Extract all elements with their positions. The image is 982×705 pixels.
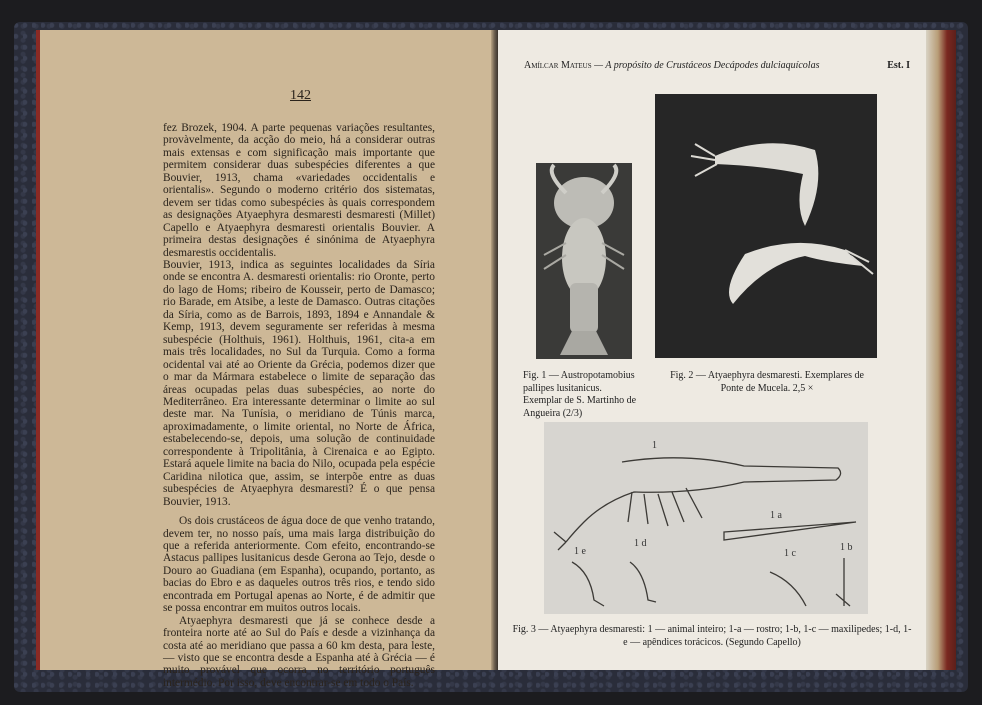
open-book — [36, 30, 956, 689]
paragraph: Bouvier, 1913, indica as seguintes localidades da Síria onde se encontra A. desmaresti orientalis: rio Oronte, perto do lago de Homs; ribeiro de Kousseir, perto de Damasco; rio Barade, em Atsibe, a leste de Damasco. Outras citações da Síria, como as de Barrois, 1893, 1894 e Annandale & Kemp, 1913, devem seguramente ser referidas à mesma subespécie (Holthuis, 1961). Holthuis, 1961, cita-a em mais três localidades, no Sul da Turquia. Como a forma ocidental vai até ao Oriente da Grécia, podemos dizer que o mar da Mármara estabelece o limite de separação das áreas ocupadas pelas duas subespécies, ao norte do Mediterrâneo. Era interessante determinar o limite ao sul deste mar. Na Tunísia, o meridiano de Túnis marca, aproximadamente, o limite oriental, no Norte de África, estabelecendo-se, depois, uma solução de continuidade correspondente à Tripolitânia, à Cirenaica e ao Egipto. Estará aquele limite na bacia do Nilo, ocupada pela espécie Caridina nilotica que, assim, se interpõe entre as duas subespécies de Atyaephyra desmaresti? É o que pensa Bouvier, 1913. — [163, 258, 435, 508]
right-page — [498, 30, 926, 670]
left-page — [40, 30, 498, 689]
fig3-label: 1 e — [574, 546, 586, 557]
fig3-label: 1 b — [840, 542, 853, 553]
paragraph: Atyaephyra desmaresti que já se conhece desde a fronteira norte até ao Sul do País e desde a vizinhança da costa até ao meridiano que passa a 60 km desta, para leste, — visto que se encontra desde a Espanha até à Grécia — é muito provável que ocorra no território português intermédio. Por isso, deve encontrar-se em todo o País. — [163, 614, 435, 689]
paragraph: Os dois crustáceos de água doce de que venho tratando, devem ter, no nosso país, uma mais larga distribuição do que a referida anteriormente. Com efeito, encontrando-se Astacus pallipes lusitanicus desde Gerona ao Tejo, desde o Douro ao Guadiana (em Espanha), ocupando, portanto, as bacias do Ebro e as daqueles outros três rios, e tendo sido encontrada em Portugal apenas ao Norte, é de admitir que se possa encontrar em muitos outros locais. — [163, 515, 435, 615]
running-header — [524, 60, 910, 71]
figure-2-caption: Fig. 2 — Atyaephyra desmaresti. Exemplares de Ponte de Mucela. 2,5 × — [670, 370, 864, 394]
paragraph: fez Brozek, 1904. A parte pequenas variações resultantes, provàvelmente, da acção do meio, há a considerar outras mais extensas e com significação mais importante que permitem considerar duas subespécies diferentes a que Bouvier, 1913, chama «variedades occidentalis e orientalis». Segundo o moderno critério dos sistematas, devem ser tidas como subespécies às quais correspondem as designações Atyaephyra desmaresti desmaresti (Millet) Capello e Atyaephyra desmaresti orientalis Bouvier. A primeira destas designações é sinónima de Atyaephyra desmarestis occidentalis. — [163, 122, 435, 259]
fig3-label: 1 c — [784, 548, 796, 559]
shrimp-photo — [655, 94, 877, 358]
shrimp-drawing — [544, 422, 868, 614]
plate-label: Est. I — [887, 60, 910, 71]
left-page-text — [163, 122, 435, 689]
fig3-label: 1 a — [770, 510, 782, 521]
figure-1-caption: Fig. 1 — Austropotamobius pallipes lusitanicus. Exemplar de S. Martinho de Angueira (2/3) — [523, 370, 637, 419]
page-edges — [926, 30, 956, 670]
fig3-label: 1 — [652, 440, 657, 451]
page-number: 142 — [290, 88, 311, 103]
figure-3-caption: Fig. 3 — Atyaephyra desmaresti: 1 — animal inteiro; 1-a — rostro; 1-b, 1-c — maxilipedes; 1-d, 1-e — apêndices torácicos. (Segundo Capello) — [512, 624, 912, 648]
header-title: — A propósito de Crustáceos Decápodes dulciaquícolas — [591, 60, 820, 71]
fig3-label: 1 d — [634, 538, 647, 549]
crayfish-photo — [536, 163, 632, 359]
header-author: Amílcar Mateus — [524, 60, 592, 71]
